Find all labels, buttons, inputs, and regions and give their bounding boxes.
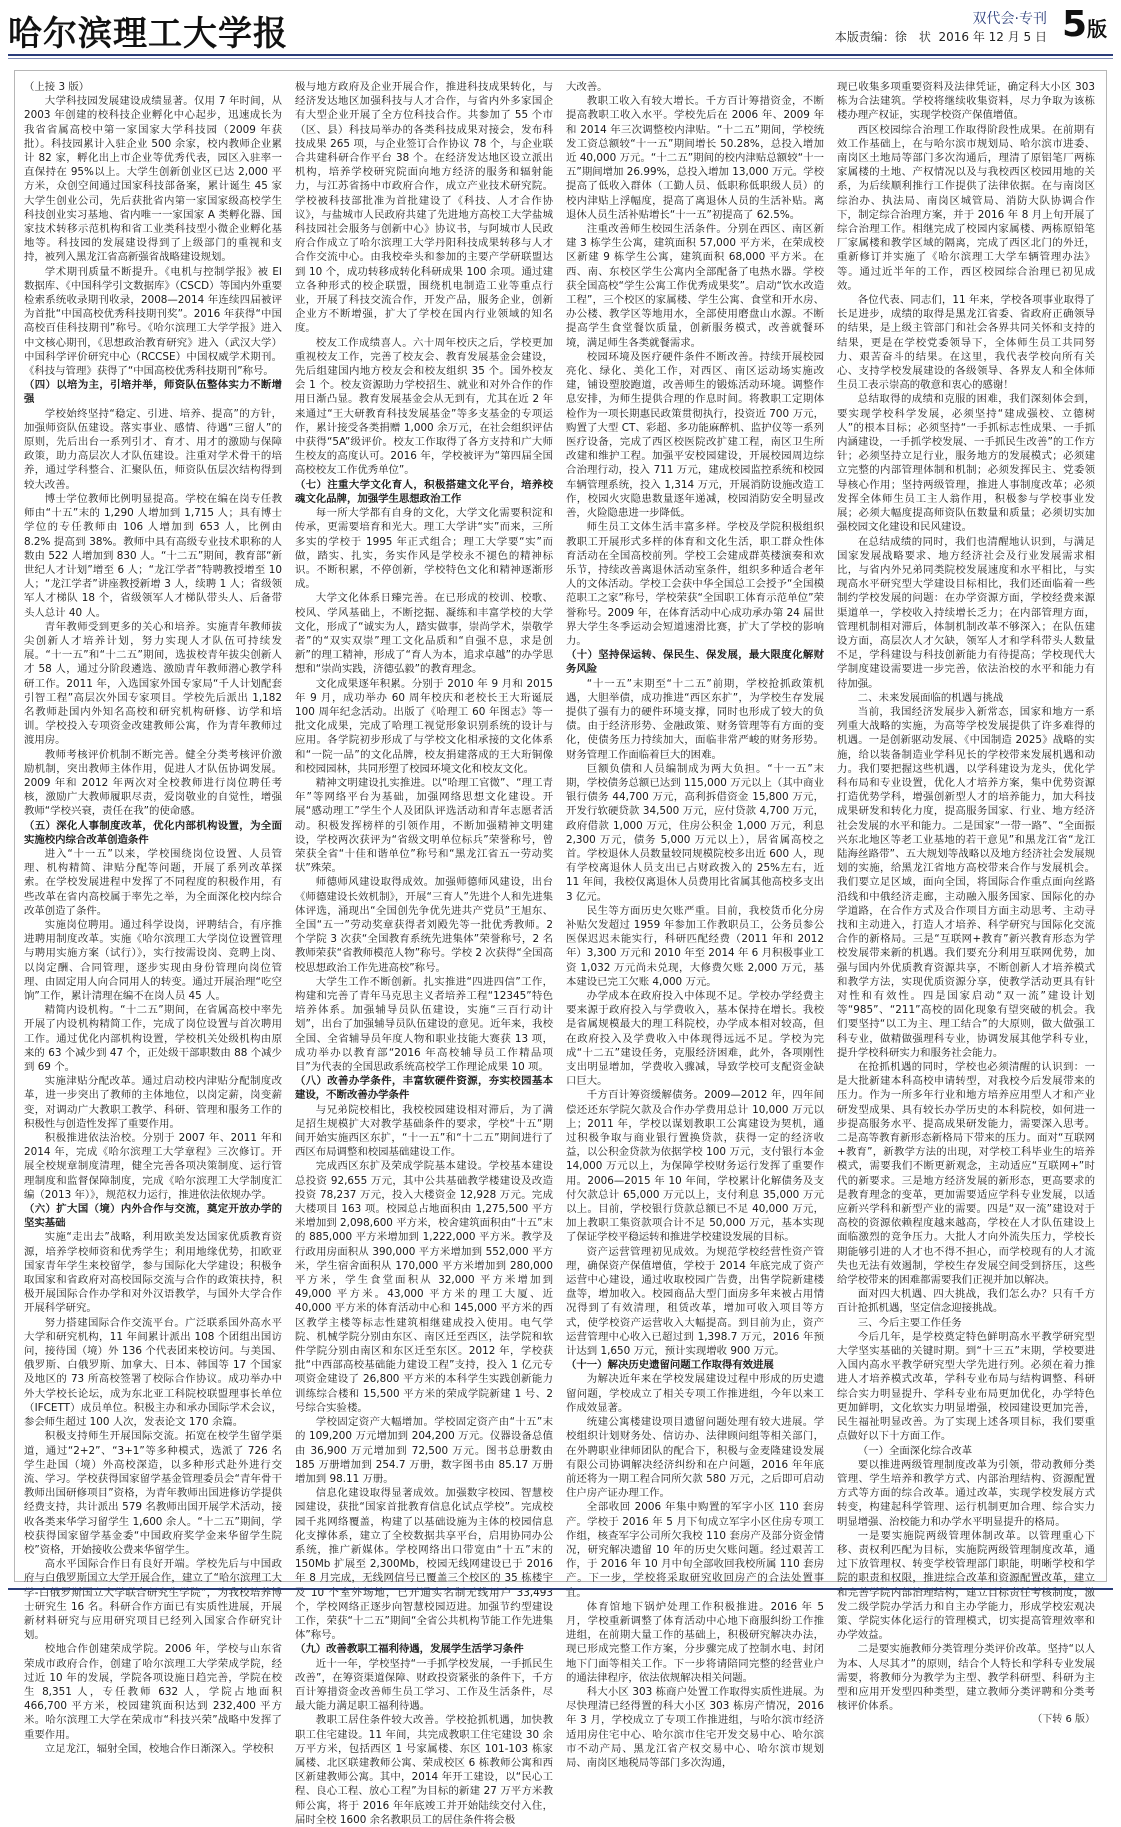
section-heading: （八）改善办学条件，丰富软硬件资源，夯实校园基本建设，不断改善办学条件 xyxy=(295,1075,553,1102)
page-number-digit: 5 xyxy=(1061,4,1087,45)
paragraph: （上接 3 版） xyxy=(24,81,90,93)
paragraph: 学校始终坚持“稳定、引进、培养、提高”的方针，加强师资队伍建设。落实事业、感情、待遇“三留人”的原则，先后出台一系列引才、育才、用才的激励与保障政策，助力高层次人才队伍建设。注重对学术骨干的培养，通过学科整合、汇聚队伍，师资队伍层次结构得到较大改善。 xyxy=(24,407,282,491)
section-heading: （十一）解决历史遗留问题工作取得有效进展 xyxy=(566,1359,774,1372)
paragraph: 实施津贴分配改革。通过启动校内津贴分配制度改革，进一步突出了教师的主体地位，以岗定薪，岗变薪变，对调动广大教职工教学、科研、管理和服务工作的积极性与创造性发挥了重要作用。 xyxy=(24,1075,282,1130)
paragraph: 精神文明建设扎实推进。以“哈理工官微”、“理工青年”等网络平台为基础，加强网络思想文化建设。开展“感动理工”学生个人及团队评选活动和青年志愿者活动。积极发挥榜样的引领作用，不断加强精神文明建设，学校两次获评为“省级文明单位标兵”荣誉称号，曾荣获全省“十佳和谐单位”称号和“黑龙江省五一劳动奖状”殊荣。 xyxy=(295,776,553,875)
paragraph: 大学科技园发展建设成绩显著。仅用 7 年时间，从 2003 年创建的校科技企业孵化中心起步，迅速成长为我省省属高校中第一家国家大学科技园（2009 年获批）。科技园累计入驻企业 500 余家，校内教师企业累计 82 家，孵化出上市企业等优秀代表，园区入驻率一直保持在 95%以上。大学生创新创业区已达 2,000 平方米，众创空间通过国家科技部备案，累计诞生 45 家大学生创业公司，先后获批省内第一家国家级高校学生科技创业实习基地、省内唯一一家国家 A 类孵化器、国家技术转移示范机构和省工业类科技型小微企业孵化基地等。科技园的发展建设得到了上级部门的重视和支持，被列入黑龙江省高新强省战略建设规划。 xyxy=(24,95,282,264)
paragraph: 科大小区 303 栋商户处置工作取得实质性进展。为尽快理清已经得置的科大小区 303 栋房产情况，2016 年 3 月，学校成立了专项工作推进组，与哈尔滨市经济适用房住宅中心、哈尔滨市住宅开发交易中心、哈尔滨市不动产局、黑龙江省产权交易中心、哈尔滨市规划局、南岗区地税局等部门多次沟通， xyxy=(566,1685,824,1769)
newspaper-logo: 哈尔滨理工大学报 xyxy=(8,14,288,54)
paragraph: 现已收集多项重要资料及法律凭证，确定科大小区 303 栋为合法建筑。学校将继续收集资料，尽力争取为该栋楼办理产权证，实现学校资产保值增值。 xyxy=(837,81,1095,122)
paragraph: 巨额负债和人员编制成为两大负担。“十一五”末期，学校债务总额已达到 115,000 万元以上（其中商业银行债务 44,700 万元，高利拆借资金 15,800 万元，开发行软硬贷款 34,500 万元，应付贷款 4,700 万元，政府借款 1,000 万元，住房公积金 1,000 万元，利息 2,300 万元，债务 5,000 万元以上），居省属高校之首。学校退休人员数量较同规模院校多出近 600 人，现有学校离退休人员支出已占财政拨入的 25%左右，近 11 年间，我校仅离退休人员费用比省属其他高校多支出 3 亿元。 xyxy=(566,762,824,903)
issue-date: 2016 年 12 月 5 日 xyxy=(938,30,1047,44)
footer-rule xyxy=(8,1588,1113,1590)
paragraph: 统建公寓楼建设项目遗留问题处理有较大进展。学校组织计划财务处、信访办、法律顾问组等相关部门，在外聘职业律师团队的配合下，积极与金麦隆建设发展有限公司协调解决经济纠纷和在户问题，2016 年年底前还将为一期工程合同所欠款 580 万元，之后即可启动住户房产证办理工作。 xyxy=(566,1416,824,1500)
paragraph: 教职工居住条件较大改善。学校抢抓机遇，加快教职工住宅建设。11 年间，共完成教职工住宅建设 30 余万平方米，包括西区 1 号家属楼、东区 101-103 栋家属楼、北区联建教师公寓、荣成校区 6 栋教师公寓和西区新建教师公寓。其中，2014 年开工建设，以“民心工程、良心工程、放心工程”为目标的新建 27 万平方米教师公寓，将于 2016 年年底竣工并开始陆续交付入住，届时全校 1600 余名教职员工的居住条件将会极 xyxy=(295,1714,553,1826)
column-3 xyxy=(566,80,824,1769)
section-heading: （七）注重大学文化育人，积极搭建文化平台，培养校魂文化品牌，加强学生思想政治工作 xyxy=(295,478,553,505)
paragraph: 极与地方政府及企业开展合作，推进科技成果转化，与经济发达地区加强科技与人才合作，与省内外多家国企有大型企业开展了全方位科技合作。共参加了 55 个市（区、县）科技局举办的各类科技成果对接会，发布科技成果 265 项，与企业签订合作协议 78 个，与企业联合共建科研合作平台 38 个。在经济发达地区设立派出机构，培养学校研究院面向地方经济的服务和辐射能力，与江苏省扬中市政府合作，成立产业技术研究院。学校被科技部批准为首批建设了《科技、人才合作协议》，与盐城市人民政府共建了先进地方高校工大学盐城科技园社会服务与创新中心》协议书，与阿城市人民政府合作成立了哈尔滨理工大学丹阳科技成果转移与人才合作交流中心。由我校牵头和参加的主要产学研联盟达到 10 个，成功转移成转化科研成果 100 余项。通过建立各种形式的校企联盟，围绕机电制造工业等重点行业，开展了科技交流合作，开发产品，服务企业，创新企业方不断增强，扩大了学校在国内行业领域的知名度。 xyxy=(295,81,553,335)
paragraph: 学术期刊质量不断提升。《电机与控制学报》被 EI 数据库、《中国科学引文数据库》（CSCD）等国内外重要检索系统收录期刊收录，2008—2014 年连续四届被评为首批“中国高校优秀科技期刊奖”。2016 年获得“中国高校百佳科技期刊”称号。《哈尔滨理工大学学报》进入中文核心期刊，《思想政治教育研究》进入（武汉大学）中国科学评价研究中心（RCCSE）中国权威学术期刊。《科技与管理》获得了“中国高校优秀科技期刊”称号。 xyxy=(24,265,282,378)
continuation-note: （下转 6 版） xyxy=(1032,1714,1095,1726)
paragraph: 在抢抓机遇的同时，学校也必须清醒的认识到：一是大批新建本科高校申请转型，对我校今后发展带来的压力。作为一所多年行业和地方培养应用型人才和产业研发型成果、具有较长办学历史的本科院校，如何进一步提高服务水平、提高成果研发能力，需要深入思考。二是高等教育新形态新格局下带来的压力。面对“互联网+教育”，新教学方法的出现，对学校工科毕业生的培养模式，需要我们不断更新观念，主动适应“互联网+”时代的新要求。三是地方经济发展的新形态，更高要求的是教育理念的变革，更加需要适应学科专业发展，以适应新兴学科和新型产业的需要。四是“双一流”建设对于高校的资源依赖程度越来越高，学校在人才队伍建设上面临激烈的竞争压力。大批人才向外流失压力，学校长期能够引进的人才也不得不担心，而学校现有的人才流失也无法有效遏制，学校生存发展空间受到挤压，这些给学校带来的困难都需要我们正视并加以解决。 xyxy=(837,1061,1095,1287)
paragraph: 资产运营管理初见成效。为规范学校经营性资产管理，确保资产保值增值，学校于 2014 年底完成了资产运营中心建设，通过收取校园广告费，出售学院新建楼盘等，增加收入。校园商品大型门面房多年来被占用情况得到了有效清理，租赁改革，增加可收入项目等方式，使学校资产运营收入大幅提高。到目前为止，资产运营管理中心收入已超过到 1,398.7 万元，2016 年预计达到 1,650 万元，预计实现增收 900 万元。 xyxy=(566,1245,824,1358)
column-2 xyxy=(295,80,553,1826)
paragraph: 体育馆地下锅炉处理工作积极推进。2016 年 5 月，学校重新调整了体育活动中心地下商服纠纷工作推进组，在前期大量工作的基础上，积极研究解决办法，现已形成完整工作方案，分步骤完成了控制水电、封闭地下门面等相关工作。下一步将请陪同完整的经营业户的通法律程序，依法依规解决相关问题。 xyxy=(566,1600,824,1684)
paragraph: 校地合作创建荣成学院。2006 年，学校与山东省荣成市政府合作，创建了哈尔滨理工大学荣成学院，经过近 10 年的发展，学院各项设施日趋完善，学院在校生 8,351 人，专任教师 632 人，学院占地面积 466,700 平方米，校园建筑面积达到 232,400 平方米。哈尔滨理工大学在荣成市“科技兴荣”战略中发挥了重要作用。 xyxy=(24,1643,282,1741)
editor-date-line xyxy=(747,28,1047,45)
edition-label: 双代会·专刊 xyxy=(972,11,1047,27)
page-unit: 版 xyxy=(1087,17,1107,41)
masthead xyxy=(0,0,1121,52)
paragraph: 信息化建设取得显著成效。加强数字校园、智慧校园建设，获批“国家首批教育信息化试点学校”。完成校园千兆网络覆盖，构建了以基础设施为主体的校园信息化支撑体系，建立了全校数据共享平台，启用协同办公系统，推广新媒体。学校网络出口带宽由“十五”末的 150Mb 扩展至 2,300Mb，校园无线网建设已于 2016 年 8 月完成，无线网信号已覆盖三个校区的 35 栋楼宇及 10 个室外场地，已开通实名制无线用户 33,493 个，学校网络正逐步向智慧校园迈进。加强节约型建设工作，荣获“十二五”期间“全省公共机构节能工作先进集体”称号。 xyxy=(295,1487,553,1642)
masthead-rule-thin xyxy=(8,58,1113,59)
paragraph: 实施“走出去”战略，利用欧美发达国家优质教育资源，培养学校师资和优秀学生；利用地缘优势，扣欧亚国家青年学生来校留学，参与国际化大学建设；积极争取国家和省政府对高校国际交流与合作的政策扶持，积极开展国际合作办学和对外汉语教学，与国外大学合作开展科学研究。 xyxy=(24,1231,282,1315)
paragraph: 全部收回 2006 年集中购置的军字小区 110 套房产。学校于 2016 年 5 月下旬成立军字小区住房专项工作组，核查军字公司所欠我校 110 套房产及部分资金情况，研究解决遗留 10 年的历史欠账问题。经过艰苦工作，于 2016 年 10 月中旬全部收回我校所属 110 套房产。下一步，学校将采取研究收回房产的合法处置事宜。 xyxy=(566,1501,824,1599)
paragraph: 教职工收入有较大增长。千方百计筹措资金，不断提高教职工收入水平。学校先后在 2006 年、2009 年和 2014 年三次调整校内津贴。“十二五”期间，学校统发工资总额较“十一五”期间增长 50.28%，总投入增加近 40,000 万元。“十二五”期间的校内津贴总额较“十一五”期间增加 26.99%，总投入增加 13,000 万元。学校提高了低收入群体（工勤人员、低职称低职级人员）的校内津贴上浮幅度，提高了离退休人员的生活补贴。离退休人员生活补贴增长“十一五”初提高了 62.5%。 xyxy=(566,95,824,221)
paragraph: （一）全面深化综合改革 xyxy=(857,1444,973,1457)
paragraph: 精简内设机构。“十二五”期间，在省属高校中率先开展了内设机构精简工作，完成了岗位设置与首次聘用工作。通过优化内部机构设置，学校机关处级机构由原来的 63 个减少到 47 个，正处级干部职数由 88 个减少到 69 个。 xyxy=(24,1004,282,1074)
paragraph: 高水平国际合作日有良好开端。学校先后与中国政府与白俄罗斯国立大学开展合作，建立了“哈尔滨理工大学-白俄罗斯国立大学联合研究生学院”，为我校培养博士研究生 16 名。科研合作方面已有实质性进展，开展新材料研究与应用研究项目已经列入国家合作研究计划。 xyxy=(24,1558,282,1642)
paragraph: 总结取得的成绩和克服的困难，我们深刻体会到，要实现学校科学发展，必须坚持“建成强校、立德树人”的根本目标；必须坚持“一手抓标志性成果、一手抓内涵建设，一手抓学校发展、一手抓民生改善”的工作方针；必须坚持立足行业，服务地方的发展模式；必须建立完整的内部管理体制和机制；必须发挥民主、党委领导核心作用；坚持两级管理，推进人事制度改革；必须发挥全体师生员工主人翁作用，积极参与学校事业发展；必须大幅度提高师资队伍数量和质量；必须切实加强校园文化建设和民风建设。 xyxy=(837,393,1095,534)
editor-label: 本版责编：徐 状 xyxy=(834,30,931,44)
paragraph: 今后几年，是学校奠定特色鲜明高水平教学研究型大学坚实基础的关键时期。到“十三五”末期，学校要进入国内高水平教学研究型大学先进行列。必须在着力推进人才培养模式改革，学科专业布局与结构调整、科研综合实力明显提升、学科专业布局更加优化，办学特色更加鲜明，文化软实力明显增强，校园建设更加完善，民生福祉明显改善。为了实现上述各项目标，我们要重点做好以下十方面工作。 xyxy=(837,1330,1095,1443)
paragraph: 立足龙江，辐射全国，校地合作日渐深入。学校积 xyxy=(44,1742,274,1755)
paragraph: 西区校园综合治理工作取得阶段性成果。在前期有效工作基础上，在与哈尔滨市规划局、哈尔滨市进委、南岗区土地局等部门多次沟通后，理清了原铝笔厂两栋家属楼的土地、产权情况以及与我校西区校园用地的关系，为后续顺利推行工作提供了法律依据。在与南岗区综治办、执法局、南岗区城管局、消防大队协调合作下，制定综合治理方案，并于 2016 年 8 月上旬开展了综合治理工作。相继完成了校园内家属楼、两栋原铅笔厂家属楼和教学区域的隔离，完成了西区北门的外迁，重新修订并实施了《哈尔滨理工大学车辆管理办法》等。通过近半年的工作，西区校园综合治理已初见成效。 xyxy=(837,123,1095,292)
article-columns xyxy=(24,80,1097,1826)
paragraph: 实施岗位聘用。通过科学设岗，评聘结合，有序推进聘用制度改革。实施《哈尔滨理工大学岗位设置管理与聘用实施方案（试行）》，实行按需设岗、竞聘上岗、以岗定酬、合同管理，逐步实现由身份管理向岗位管理、由固定用人向合同用人的转变。通过开展治理“吃空饷”工作，累计清理在编不在岗人员 45 人。 xyxy=(24,918,282,1002)
paragraph: 努力搭建国际合作交流平台。广泛联系国外高水平大学和研究机构，11 年间累计派出 108 个团组出国访问，接待国（境）外 136 个代表团来校访问。与美国、俄罗斯、白俄罗斯、加拿大、日本、韩国等 17 个国家及地区的 73 所高校签署了校际合作协议。成功举办中外大学校长论坛，成为东北亚工科院校联盟理事长单位（IFCETT）成员单位。积极主办和承办国际学术会议，参会师生超过 100 人次，发表论文 170 余篇。 xyxy=(24,1316,282,1429)
paragraph: 博士学位教师比例明显提高。学校在编在岗专任教师由“十五”末的 1,290 人增加到 1,715 人；具有博士学位的专任教师由 106 人增加到 653 人，比例由 8.2% 提高到 38%。教师中具有高级专业技术职称的人数由 522 人增加到 830 人。“十二五”期间，教育部“新世纪人才计划”增至 6 人；“龙江学者”特聘教授增至 10 人；“龙江学者”讲座教授新增 3 人，续聘 1 人；省级领军人才梯队 18 个，省级领军人才梯队带头人、后备带头人总计 40 人。 xyxy=(24,492,282,619)
masthead-rule xyxy=(8,54,1113,56)
paragraph: 各位代表、同志们，11 年来，学校各项事业取得了长足进步，成绩的取得是黑龙江省委、省政府正确领导的结果，是上级主管部门和社会各界共同关怀和支持的结果，更是在学校党委领导下，全体师生员工共同努力、艰苦奋斗的结果。在这里，我代表学校向所有关心、支持学校发展建设的各级领导、各界友人和全体师生员工表示崇高的敬意和衷心的感谢！ xyxy=(837,294,1095,392)
paragraph: 三、今后主要工作任务 xyxy=(857,1316,962,1329)
paragraph: 办学成本在政府投入中体现不足。学校办学经费主要来源于政府投入与学费收入，基本保持在增长。我校是省属规模最大的理工科院校，办学成本相对较高，但在政府投入及学费收入中体现得远远不足。学校为完成“十二五”建设任务，克服经济困难，此外，各项刚性支出明显增加，学费收入骤减，导致学校可支配资金缺口巨大。 xyxy=(566,990,824,1088)
paragraph: “十一五”末期至“十二五”前期，学校抢抓政策机遇，大胆举债，成功推进“西区东扩”，为学校生存发展提供了强有力的硬件环境支撑，同时也形成了较大的负债。由于经济形势、金融政策、财务管理等有方面的变化，使债务压力持续加大，面临非常严峻的财务形势。财务管理工作面临着巨大的困难。 xyxy=(566,677,824,761)
paragraph: 积极支持师生开展国际交流。拓宽在校学生留学渠道，通过“2+2”、“3+1”等多种模式，选派了 726 名学生赴国（境）外高校深造，以多种形式赴外进行交流、学习。学校获得国家留学基金管理委员会“青年骨干教师出国研修项目”资格，为青年教师出国进修访学提供经费支持，共计派出 579 名教师出国开展学术活动，接收各类来华学习留学生 1,600 余人。“十二五”期间，学校获得国家留学基金委“中国政府奖学金来华留学生院校”资格，开始接收公费来华留学生。 xyxy=(24,1430,282,1556)
paragraph: 每一所大学都有自身的文化，大学文化需要积淀和传承，更需要培育和光大。理工大学讲“实”而来，三所多实的学校于 1995 年正式组合；理工大学要“实”而做，踏实、扎实，务实作风是学校永不褪色的精神标识。不断积累，不停创新，学校特色文化和精神逐渐形成。 xyxy=(295,507,553,591)
paragraph: 注重改善师生校园生活条件。分别在西区、南区新建 3 栋学生公寓，建筑面积 57,000 平方米，在荣成校区新建 9 栋学生公寓，建筑面积 68,000 平方米。在西、南、东校区学生公寓内全部配备了电热水器。学校获全国高校“学生公寓工作优秀成果奖”。启动“饮水改造工程”，三个校区的家属楼、学生公寓、食堂和开水房、办公楼、教学区等地用水，全部使用磨盘山水源。不断提高学生食堂餐饮质量，创新服务模式，改善就餐环境，满足师生各类就餐需求。 xyxy=(566,223,824,349)
paragraph: 校园环境及医疗硬件条件不断改善。持续开展校园亮化、绿化、美化工作，对西区、南区运动场实施改建，铺设塑胶跑道，改善师生的锻炼活动环境。调整作息安排，为师生提供合理的作息时间。将教职工定期体检作为一项长期惠民政策贯彻执行，投资近 700 万元，购置了大型 CT、彩超、多功能麻醉机、监护仪等一系列医疗设备，完成了西区校医院改扩建工程，南区卫生所改建和维护工程。加强平安校园建设，开展校园周边综合治理行动，投入 711 万元，建成校园监控系统和校园车辆管理系统，投入 1,314 万元，开展消防设施改造工作，校园火灾隐患数量逐年递减，校园消防安全明显改善，火险隐患进一步降低。 xyxy=(566,350,824,520)
section-heading: （十）坚持保运转、保民生、保发展，最大限度化解财务风险 xyxy=(566,649,824,676)
paragraph: 千方百计筹资缓解债务。2009—2012 年，四年间偿还还东学院欠款及合作办学费用总计 10,000 万元以上；2011 年，学校以谋划教职工公寓建设为契机，通过积极争取与商业银行置换贷款，获得一定的经济收益，以公积金贷款为依据学校 100 万元，支付银行本金 14,000 万元以上，为保障学校财务运行发挥了重要作用。2006—2015 年 10 年间，学校累计化解债务及支付欠款总计 65,000 万元以上，支付利息 35,000 万元以上。目前，学校银行贷款总额已不足 40,000 万元，加上教职工集资款项合计不足 50,000 万元，基本实现了保证学校平稳运转和推进学校建设发展的目标。 xyxy=(566,1089,824,1244)
paragraph: 大改善。 xyxy=(566,81,608,93)
paragraph: 在总结成绩的同时，我们也清醒地认识到，与满足国家发展战略要求、地方经济社会及行业发展需求相比，与省内外兄弟同类院校发展速度和水平相比，与实现高水平研究型大学建设目标相比，我们还面临着一些制约学校发展的问题：在办学资源方面，学校经费来源渠道单一，学校收入持续增长乏力；在内部管理方面，管理机制相对滞后，体制机制改革不够深入；在队伍建设方面，高层次人才欠缺，领军人才和学科带头人数量不足，学科建设与科技创新能力有待提高；学校现代大学制度建设需要进一步完善，依法治校的水平和能力有待加强。 xyxy=(837,535,1095,690)
paragraph: 大学文化体系日臻完善。在已形成的校训、校歌、校风、学风基础上，不断挖掘、凝练和丰富学校的大学文化，形成了“诚实为人，踏实做事，崇尚学术，崇敬学者”的“双实双崇”理工文化品质和“自强不息，求是创新”的理工精神，形成了“育人为本，追求卓越”的办学思想和“崇尚实践，济德弘毅”的教育理念。 xyxy=(295,592,553,676)
paragraph: 青年教师受到更多的关心和培养。实施青年教师拔尖创新人才培养计划，努力实现人才队伍可持续发展。“十一五”和“十二五”期间，选拔校青年拔尖创新人才 58 人，通过分阶段遴选、激励青年教师潜心教学科研工作。2011 年，入选国家外国专家局“千人计划配套引智工程”高层次外国专家项目。学校先后派出 1,182 名教师赴国内外知名高校和研究机构研修、访学和培训。学校投入专项资金改建教师公寓，作为青年教师过渡用房。 xyxy=(24,620,282,747)
paragraph: 与兄弟院校相比，我校校园建设相对滞后，为了满足招生规模扩大对教学基础条件的要求，学校“十五”期间开始实施西区东扩，“十一五”和“十二五”期间进行了西区布局调整和校园基础建设工作。 xyxy=(295,1103,553,1159)
column-1 xyxy=(24,80,282,1755)
paragraph: 教师考核评价机制不断完善。健全分类考核评价激励机制，突出教师主体作用，促进人才队伍协调发展。2009 年和 2012 年两次对全校教师进行岗位聘任考核，激励广大教师履职尽责，爱岗敬业的自觉性，增强教师“学校兴衰，责任在我”的使命感。 xyxy=(24,748,282,818)
paragraph: 近十一年，学校坚持“一手抓学校发展，一手抓民生改善”，在筹资渠道保障、财政投资紧张的条件下，千方百计筹措资金改善师生员工学习、工作及生活条件，尽最大能力满足职工福利待遇。 xyxy=(295,1657,553,1713)
paragraph: 进入“十一五”以来，学校围绕岗位设置、人员管理、机构精简、津贴分配等问题，开展了系列改革探索。在学校发展进程中发挥了不同程度的积极作用，有些改革在省内高校属于率先之举，为全面深化校内综合改革创造了条件。 xyxy=(24,847,282,917)
section-heading: （四）以培为主，引培并举，师资队伍整体实力不断增强 xyxy=(24,379,282,406)
paragraph: 二、未来发展面临的机遇与挑战 xyxy=(857,691,1004,704)
section-heading: （六）扩大国（境）内外合作与交流，奠定开放办学的坚实基础 xyxy=(24,1203,282,1230)
paragraph: 面对四大机遇、四大挑战，我们怎么办？只有千方百计抢抓机遇，坚定信念迎接挑战。 xyxy=(837,1288,1095,1315)
paragraph: 当前，我国经济发展步入新常态，国家和地方一系列重大战略的实施，为高等学校发展提供了许多难得的机遇。一是创新驱动发展、《中国制造 2025》战略的实施，给以装备制造业学科见长的学校带来发展机遇和动力。我们要把握这些机遇，以学科建设为龙头，优化学科布局和专业设置，优化人才培养方案，集中优势资源打造优势学科，增强创新型人才的培养能力，加大科技成果研发和转化力度，提高服务国家、行业、地方经济社会发展的水平和能力。二是国家“一带一路”、“全面振兴东北地区等老工业基地的若干意见”和黑龙江省“龙江陆海丝路带”、五大规划等战略以及地方经济社会发展规划的实施，给黑龙江省地方高校带来合作与发展机会。我们要立足区域，面向全国，将国际合作重点面向丝路沿线和中俄经济走廊，主动融入服务国家、国际化的办学道路，在合作方式及合作项目方面主动思考、主动寻找和主动进入，打造人才培养、科学研究与国际化交流合作的新格局。三是“互联网+教育”新兴教育形态为学校发展带来新的机遇。我们要充分利用互联网优势，加强与国内外优质教育资源共享，不断创新人才培养模式和教学方法，实现优质资源分享，使教学活动更具有针对性和有效性。四是国家启动“双一流”建设计划等“985”、“211”高校的固化现象有望突破的机会。我们要坚持“以工为主、理工结合”的大原则，做大做强工科专业，做精做强理科专业，协调发展其他学科专业，提升学校科研实力和服务社会能力。 xyxy=(837,705,1095,1059)
paragraph: 为解决近年来在学校发展建设过程中形成的历史遗留问题，学校成立了相关专项工作推进组，今年以来工作成效显著。 xyxy=(566,1373,824,1414)
paragraph: 师生员工文体生活丰富多样。学校及学院积极组织教职工开展形式多样的体育和文化生活，职工群众性体育活动在全国高校前列。学校工会建成群英楼演奏和欢乐节，持续改善离退休活动室条件，组织多种适合老年人的文体活动。学校工会获中华全国总工会授予“全国模范职工之家”称号，学校荣获“全国职工体育示范单位”荣誉称号。2009 年，在体育活动中心成功承办第 24 届世界大学生冬季运动会短道速滑比赛，扩大了学校的影响力。 xyxy=(566,521,824,647)
paragraph: 学校固定资产大幅增加。学校固定资产由“十五”末的 109,200 万元增加到 204,200 万元。仪器设备总值由 36,900 万元增加到 72,500 万元。图书总册数由 185 万册增加到 254.7 万册，数字图书由 85.17 万册增加到 98.11 万册。 xyxy=(295,1416,553,1485)
paragraph: 文化成果逐年积累。分别于 2010 年 9 月和 2015 年 9 月，成功举办 60 周年校庆和老校长王大珩诞辰 100 周年纪念活动。出版了《哈理工 60 年图志》等一批文化成果，完成了哈理工视觉形象识别系统的设计与应用。各学院初步形成了与学校文化相承接的文化体系和“一院一品”的文化品牌，校友捐建落成的王大珩铜像和校园园林，共同形塑了校园环境文化和校友文化。 xyxy=(295,677,553,775)
paragraph: 大学生工作不断创新。扎实推进“四进四信”工作，构建和完善了青年马克思主义者培养工程“12345”特色培养体系。加强辅导员队伍建设，实施“三百行动计划”，出台了加强辅导员队伍建设的意见。近年来，我校全国、全省辅导员年度人物和职业技能大赛获 13 项，成功举办以教育部“2016 年高校辅导员工作精品项目”为代表的全国思政系统高校学工作理论成果 10 项。 xyxy=(295,975,553,1074)
page-number xyxy=(1062,4,1107,45)
masthead-info xyxy=(747,4,1107,48)
column-4 xyxy=(837,80,1095,1726)
paragraph: 一是要实施院两级管理体制改革。以管理重心下移、责权利匹配为目标，实施院两级管理制度改革，通过下放管理权、转变学校管理部门职能，明晰学校和学院的职责和权限，推进综合改革和资源配置改革，建立和完善学院内部治理结构，建立目标责任考核制度，激发二级学院办学活力和自主办学能力，形成学校宏观决策、学院实体化运行的管理模式，切实提高管理效率和办学效益。 xyxy=(837,1529,1095,1642)
paragraph: 师德师风建设取得成效。加强师德师风建设，出台《师德建设长效机制》，开展“三育人”先进个人和先进集体评选，涌现出“全国创先争优先进共产党员”王旭东、全国“五一”劳动奖章获得者刘殿先等一批优秀教师。2 个学院 3 次获“全国教育系统先进集体”荣誉称号，2 名教师荣获“省教师模范人物”称号。学校 2 次获得“全国高校思想政治工作先进高校”称号。 xyxy=(295,876,553,974)
paragraph: 积极推进依法治校。分别于 2007 年、2011 年和 2014 年，完成《哈尔滨理工大学章程》三次修订。开展全校规章制度清理，健全完善各项决策制度、运行管理制度和监督保障制度，完成《哈尔滨理工大学制度汇编（2013 年）》，规范权力运行，推进依法依规办学。 xyxy=(24,1132,282,1201)
paragraph: 二是要实施教师分类管理分类评价改革。坚持“以人为本、人尽其才”的原则，结合个人特长和学科专业发展需要，将教师分为教学为主型、教学科研型、科研为主型和应用开发型四种类型，建立教师分类评聘和分类考核评价体系。 xyxy=(837,1643,1095,1713)
paragraph: 要以推进两级管理制度改革为引领，带动教师分类管理、学生培养和教学方式、内部治理结构、资源配置方式等方面的综合改革。通过改革，实现学校发展方式转变，构建起科学管理、运行机制更加合理、综合实力明显增强、治校能力和办学水平明显提升的格局。 xyxy=(837,1458,1095,1528)
paragraph: 民生等方面历史欠账严重。目前，我校货币化分房补贴欠发超过 1959 年参加工作教职员工，公务员参公医保迟迟未能实行，科研匹配经费（2011 年和 2012 年）3,300 万元和 2010 年至 2014 年 6 月积极事业工资 1,032 万元尚未兑现，大修费欠账 2,000 万元，基本建设已完工欠账 4,000 万元。 xyxy=(566,904,824,988)
section-heading: （九）改善教职工福利待遇，发展学生活学习条件 xyxy=(295,1643,524,1656)
paragraph: 校友工作成绩喜人。六十周年校庆之后，学校更加重视校友工作，完善了校友会、教育发展基金会建设，先后组建国内地方校友会和校友组织 35 个。国外校友会 1 个。校友资源助力学校招生、就业和对外合作的作用日渐凸显。教育发展基金会从无到有，尤其在近 2 年来通过“王大研教育科技发展基金”等多支基金的专项运作，累计接受各类捐赠 1,000 余万元，在社会组织评估中获得“5A”级评价。校友工作取得了各方支持和广大师生校友的高度认可。2016 年，学校被评为“第四届全国高校校友工作优秀单位”。 xyxy=(295,336,553,477)
section-heading: （五）深化人事制度改革，优化内部机构设置，为全面实施校内综合改革创造条件 xyxy=(24,819,282,846)
paragraph: 完成西区东扩及荣成学院基本建设。学校基本建设总投资 92,655 万元，其中公共基础教学楼建设及改造投资 78,237 万元，投入大楼资金 12,928 万元。完成大楼项目 163 项。校园总占地面积由 1,275,500 平方米增加到 2,098,600 平方米，校舍建筑面积由“十五”末的 885,000 平方米增加到 1,222,000 平方米。教学及行政用房面积从 390,000 平方米增加到 552,000 平方米，学生宿舍面积从 170,000 平方米增加到 280,000 平方米，学生食堂面积从 32,000 平方米增加到 49,000 平方米。43,000 平方米的理工大厦、近 40,000 平方米的体育活动中心和 145,000 平方米的西区教学主楼等标志性建筑相继建成投入使用。电气学院、机械学院分别由东区、南区迁至西区，法学院和软件学院分别由南区和东区迁至东区。2012 年，学校获批“中西部高校基础能力建设工程”支持，投入 1 亿元专项资金建设了 26,800 平方米的本科学生实践创新能力训练综合楼和 15,500 平方米的荣成学院新建 1 号、2 号综合实验楼。 xyxy=(295,1160,553,1414)
